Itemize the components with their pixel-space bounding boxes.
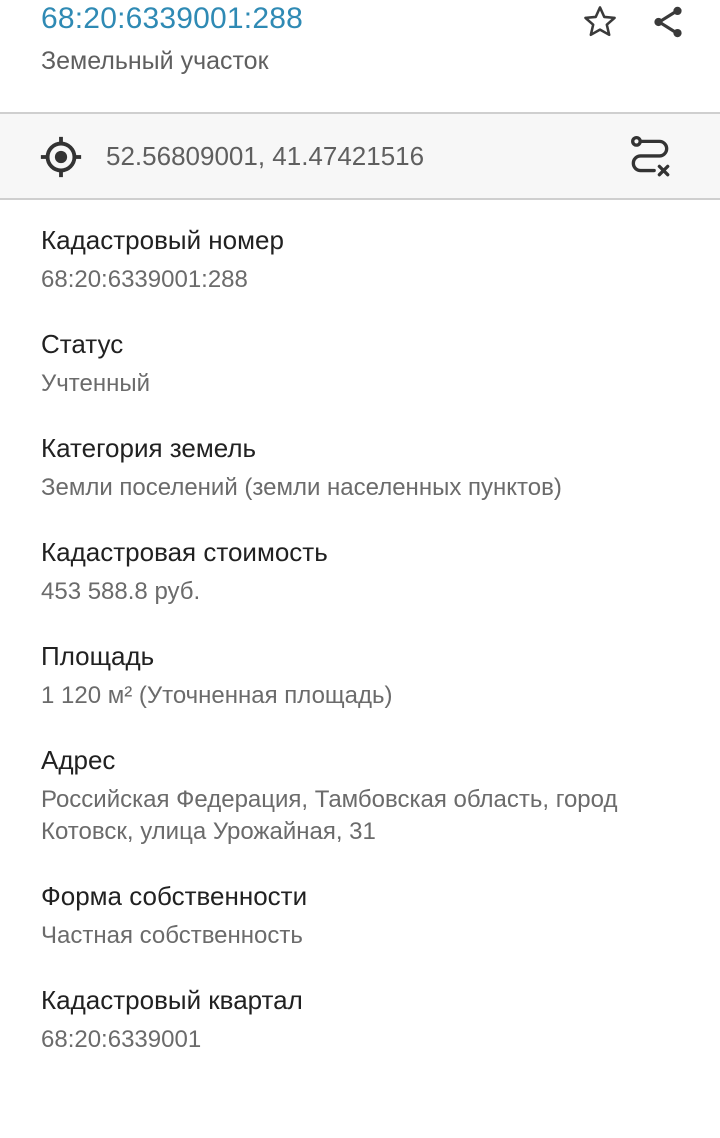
coordinates-divider [0,198,720,200]
share-button[interactable] [646,0,690,44]
field-cadastral-quarter [41,982,711,1056]
field-label: Кадастровая стоимость [41,537,328,567]
favorite-button[interactable] [578,0,622,44]
field-value[interactable]: 68:20:6339001:288 [41,266,248,293]
target-location-icon [38,134,84,180]
locate-button[interactable] [38,134,84,180]
field-value: 1 120 м² (Уточненная площадь) [41,682,393,709]
field-value: Частная собственность [41,922,303,949]
field-label: Площадь [41,641,155,671]
field-label: Форма собственности [41,881,308,911]
object-type-subtitle: Земельный участок [41,47,269,75]
coordinates-text[interactable]: 52.56809001, 41.47421516 [106,141,425,171]
field-label: Статус [41,329,124,359]
field-value: 453 588.8 руб. [41,578,201,605]
field-label: Адрес [41,745,116,775]
star-outline-icon [581,3,619,41]
field-label: Кадастровый квартал [41,985,303,1015]
field-label: Кадастровый номер [41,225,284,255]
field-land-category [41,430,711,504]
field-value[interactable]: Российская Федерация, Тамбовская область, город Котовск, улица Урожайная, 31 [41,786,618,845]
route-cancel-icon [625,132,675,182]
route-button[interactable] [624,132,676,182]
field-value: Земли поселений (земли населенных пунктов) [41,474,562,501]
field-status [41,326,711,400]
field-ownership-form [41,878,711,952]
field-value[interactable]: 68:20:6339001 [41,1026,202,1053]
coordinates-bar [0,114,720,198]
field-address [41,742,711,848]
field-cadastral-value [41,534,711,608]
object-header [0,0,720,112]
field-label: Категория земель [41,433,257,463]
properties-list [41,222,711,1086]
field-value: Учтенный [41,370,150,397]
cadastral-number-title[interactable]: 68:20:6339001:288 [41,2,303,35]
field-cadastral-number [41,222,711,296]
field-area [41,638,711,712]
share-icon [649,3,687,41]
